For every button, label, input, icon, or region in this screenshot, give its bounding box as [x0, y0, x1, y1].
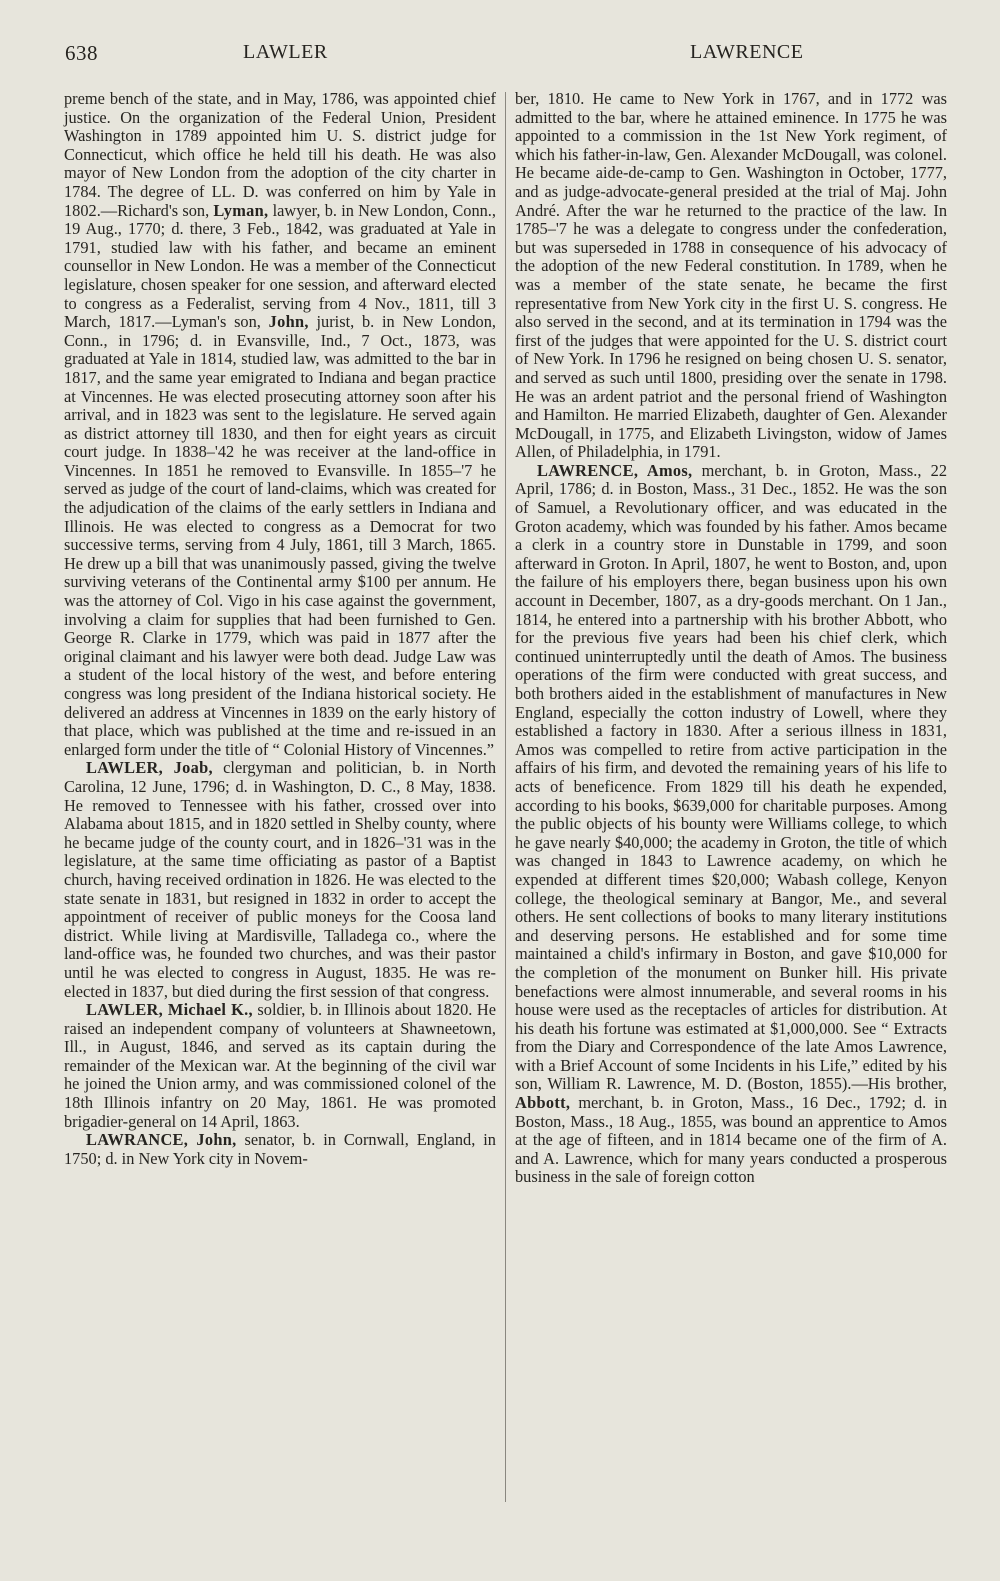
- page-number: 638: [65, 41, 98, 65]
- entry-headword: LAWLER, Joab,: [86, 758, 213, 778]
- entry-headword: LAWRENCE, Amos,: [537, 460, 693, 480]
- entry-headword: LAWLER, Michael K.,: [86, 1000, 253, 1020]
- entry-text: senator, b. in Cornwall, England, in 1750; d. in New York city in Novem-: [64, 1130, 496, 1168]
- entry-text: clergyman and politician, b. in North Carolina, 12 June, 1796; d. in Washington, D. C., 8 May, 1838. He removed to Tennessee with his father, crossed over into Alabama about 1815, and in 1820 settled in Shelby county, where he became judge of the county court, and in 1826–'31 was in the legislature, at the same time officiating as pastor of a Baptist church, having received ordination in 1826. He was elected to the state senate in 1831, but resigned in 1832 in order to accept the appointment of receiver of public moneys for the Coosa land district. While living at Mardisville, Talladega co., where the land-office was, he founded two churches, and was their pastor until he was elected to congress in August, 1835. He was re-elected in 1837, but died during the first session of that congress.: [64, 758, 496, 1001]
- entry-text: lawyer, b. in New London, Conn., 19 Aug., 1770; d. there, 3 Feb., 1842, was graduated at Yale in 1791, studied law with his father, and became an eminent counsellor in New London. He was a member of the Connecticut legislature, chosen speaker for one session, and afterward elected to congress as a Federalist, serving from 4 Nov., 1811, till 3 March, 1817.—Lyman's son,: [64, 200, 496, 332]
- entry-subname: John,: [268, 312, 309, 332]
- entry-lawrence-amos: [515, 462, 947, 1187]
- entry-headword: LAWRANCE, John,: [86, 1130, 237, 1150]
- entry-text: jurist, b. in New London, Conn., in 1796; d. in Evansville, Ind., 7 Oct., 1873, was graduated at Yale in 1814, studied law, was admitted to the bar in 1817, and the same year emigrated to Indiana and began practice at Vincennes. He was elected prosecuting attorney soon after his arrival, and in 1823 was sent to the legislature. He served again as district attorney till 1830, and then for eight years as circuit court judge. In 1838–'42 he was receiver at the land-office in Vincennes. In 1851 he removed to Evansville. In 1855–'7 he served as judge of the court of land-claims, which was created for the adjudication of the claims of the early settlers in Indiana and Illinois. He was elected to congress as a Democrat for two successive terms, serving from 4 July, 1861, till 3 March, 1865. He drew up a bill that was unanimously passed, giving the twelve surviving veterans of the Continental army $100 per annum. He was the attorney of Col. Vigo in his case against the government, involving a claim for supplies that had been furnished to Gen. George R. Clarke in 1779, which was paid in 1877 after the original claimant and his lawyer were both dead. Judge Law was a student of the local history of the west, and before entering congress was long president of the Indiana historical society. He delivered an address at Vincennes in 1839 on the early history of that place, which was published at the time and re-issued in an enlarged form under the title of “ Colonial History of Vincennes.”: [64, 312, 496, 759]
- entry-continuation: [64, 90, 496, 759]
- left-column: [64, 90, 496, 1168]
- entry-subname: Lyman,: [213, 200, 269, 220]
- left-running-head: LAWLER: [243, 41, 328, 63]
- right-column: [515, 90, 947, 1187]
- right-running-head: LAWRENCE: [690, 41, 804, 63]
- entry-text: preme bench of the state, and in May, 1786, was appointed chief justice. On the organization of the Federal Union, President Washington in 1789 appointed him U. S. district judge for Connecticut, which office he held till his death. He was also mayor of New London from the adoption of the city charter in 1784. The degree of LL. D. was conferred on him by Yale in 1802.—Richard's son,: [64, 89, 496, 220]
- entry-text: merchant, b. in Groton, Mass., 16 Dec., 1792; d. in Boston, Mass., 18 Aug., 1855, was bound an apprentice to Amos at the age of fifteen, and in 1814 became one of the firm of A. and A. Lawrence, which for many years conducted a prosperous business in the sale of foreign cotton: [515, 1093, 947, 1187]
- entry-continuation: [515, 90, 947, 462]
- column-divider: [505, 92, 506, 1502]
- entry-lawrance-john: [64, 1131, 496, 1168]
- entry-subname: Abbott,: [515, 1093, 571, 1113]
- entry-text: ber, 1810. He came to New York in 1767, and in 1772 was admitted to the bar, where he attained eminence. In 1775 he was appointed to a commission in the 1st New York regiment, of which his father-in-law, Gen. Alexander McDougall, was colonel. He became aide-de-camp to Gen. Washington in October, 1777, and as judge-advocate-general presided at the trial of Maj. John André. After the war he returned to the practice of the law. In 1785–'7 he was a delegate to congress under the confederation, but was superseded in 1788 in consequence of his advocacy of the adoption of the new Federal constitution. In 1789, when he was a member of the state senate, he became the first representative from New York city in the first U. S. congress. He also served in the second, and at its termination in 1794 was the first of the judges that were appointed for the U. S. district court of New York. In 1796 he resigned on being chosen U. S. senator, and served as such until 1800, presiding over the senate in 1798. He was an ardent patriot and the personal friend of Washington and Hamilton. He married Elizabeth, daughter of Gen. Alexander McDougall, in 1775, and Elizabeth Livingston, widow of James Allen, of Philadelphia, in 1791.: [515, 89, 947, 462]
- running-header: [0, 41, 1000, 71]
- entry-text: merchant, b. in Groton, Mass., 22 April, 1786; d. in Boston, Mass., 31 Dec., 1852. He was the son of Samuel, a Revolutionary officer, and was educated in the Groton academy, which was founded by his father. Amos became a clerk in a country store in Dunstable in 1799, and soon afterward in Groton. In April, 1807, he went to Boston, and, upon the failure of his employers there, began business upon his own account in December, 1807, as a dry-goods merchant. On 1 Jan., 1814, he entered into a partnership with his brother Abbott, who for the previous five years had been his chief clerk, which continued uninterruptedly until the death of Amos. The business operations of the firm were conducted with great success, and both brothers aided in the establishment of manufactures in New England, especially the cotton industry of Lowell, where they established a factory in 1830. After a serious illness in 1831, Amos was compelled to retire from active participation in the affairs of his firm, and devoted the remaining years of his life to acts of beneficence. From 1829 till his death he expended, according to his books, $639,000 for charitable purposes. Among the public objects of his bounty were Williams college, to which he gave nearly $40,000; the academy in Groton, the title of which was changed in 1843 to Lawrence academy, on which he expended at different times $20,000; Wabash college, Kenyon college, the theological seminary at Bangor, Me., and several others. He sent collections of books to many literary institutions and deserving persons. He established and for some time maintained a child's infirmary in Boston, and gave $10,000 for the completion of the monument on Bunker hill. His private benefactions were almost innumerable, and several rooms in his house were used as the receptacles of articles for distribution. At his death his fortune was estimated at $1,000,000. See “ Extracts from the Diary and Correspondence of the late Amos Lawrence, with a Brief Account of some Incidents in his Life,” edited by his son, William R. Lawrence, M. D. (Boston, 1855).—His brother,: [515, 460, 947, 1094]
- entry-lawler-joab: [64, 759, 496, 1001]
- entry-text: soldier, b. in Illinois about 1820. He raised an independent company of volunteers at Shawneetown, Ill., in August, 1846, and served as its captain during the remainder of the Mexican war. At the beginning of the civil war he joined the Union army, and was commissioned colonel of the 18th Illinois infantry on 20 May, 1861. He was promoted brigadier-general on 14 April, 1863.: [64, 1000, 496, 1131]
- entry-lawler-michael: [64, 1001, 496, 1131]
